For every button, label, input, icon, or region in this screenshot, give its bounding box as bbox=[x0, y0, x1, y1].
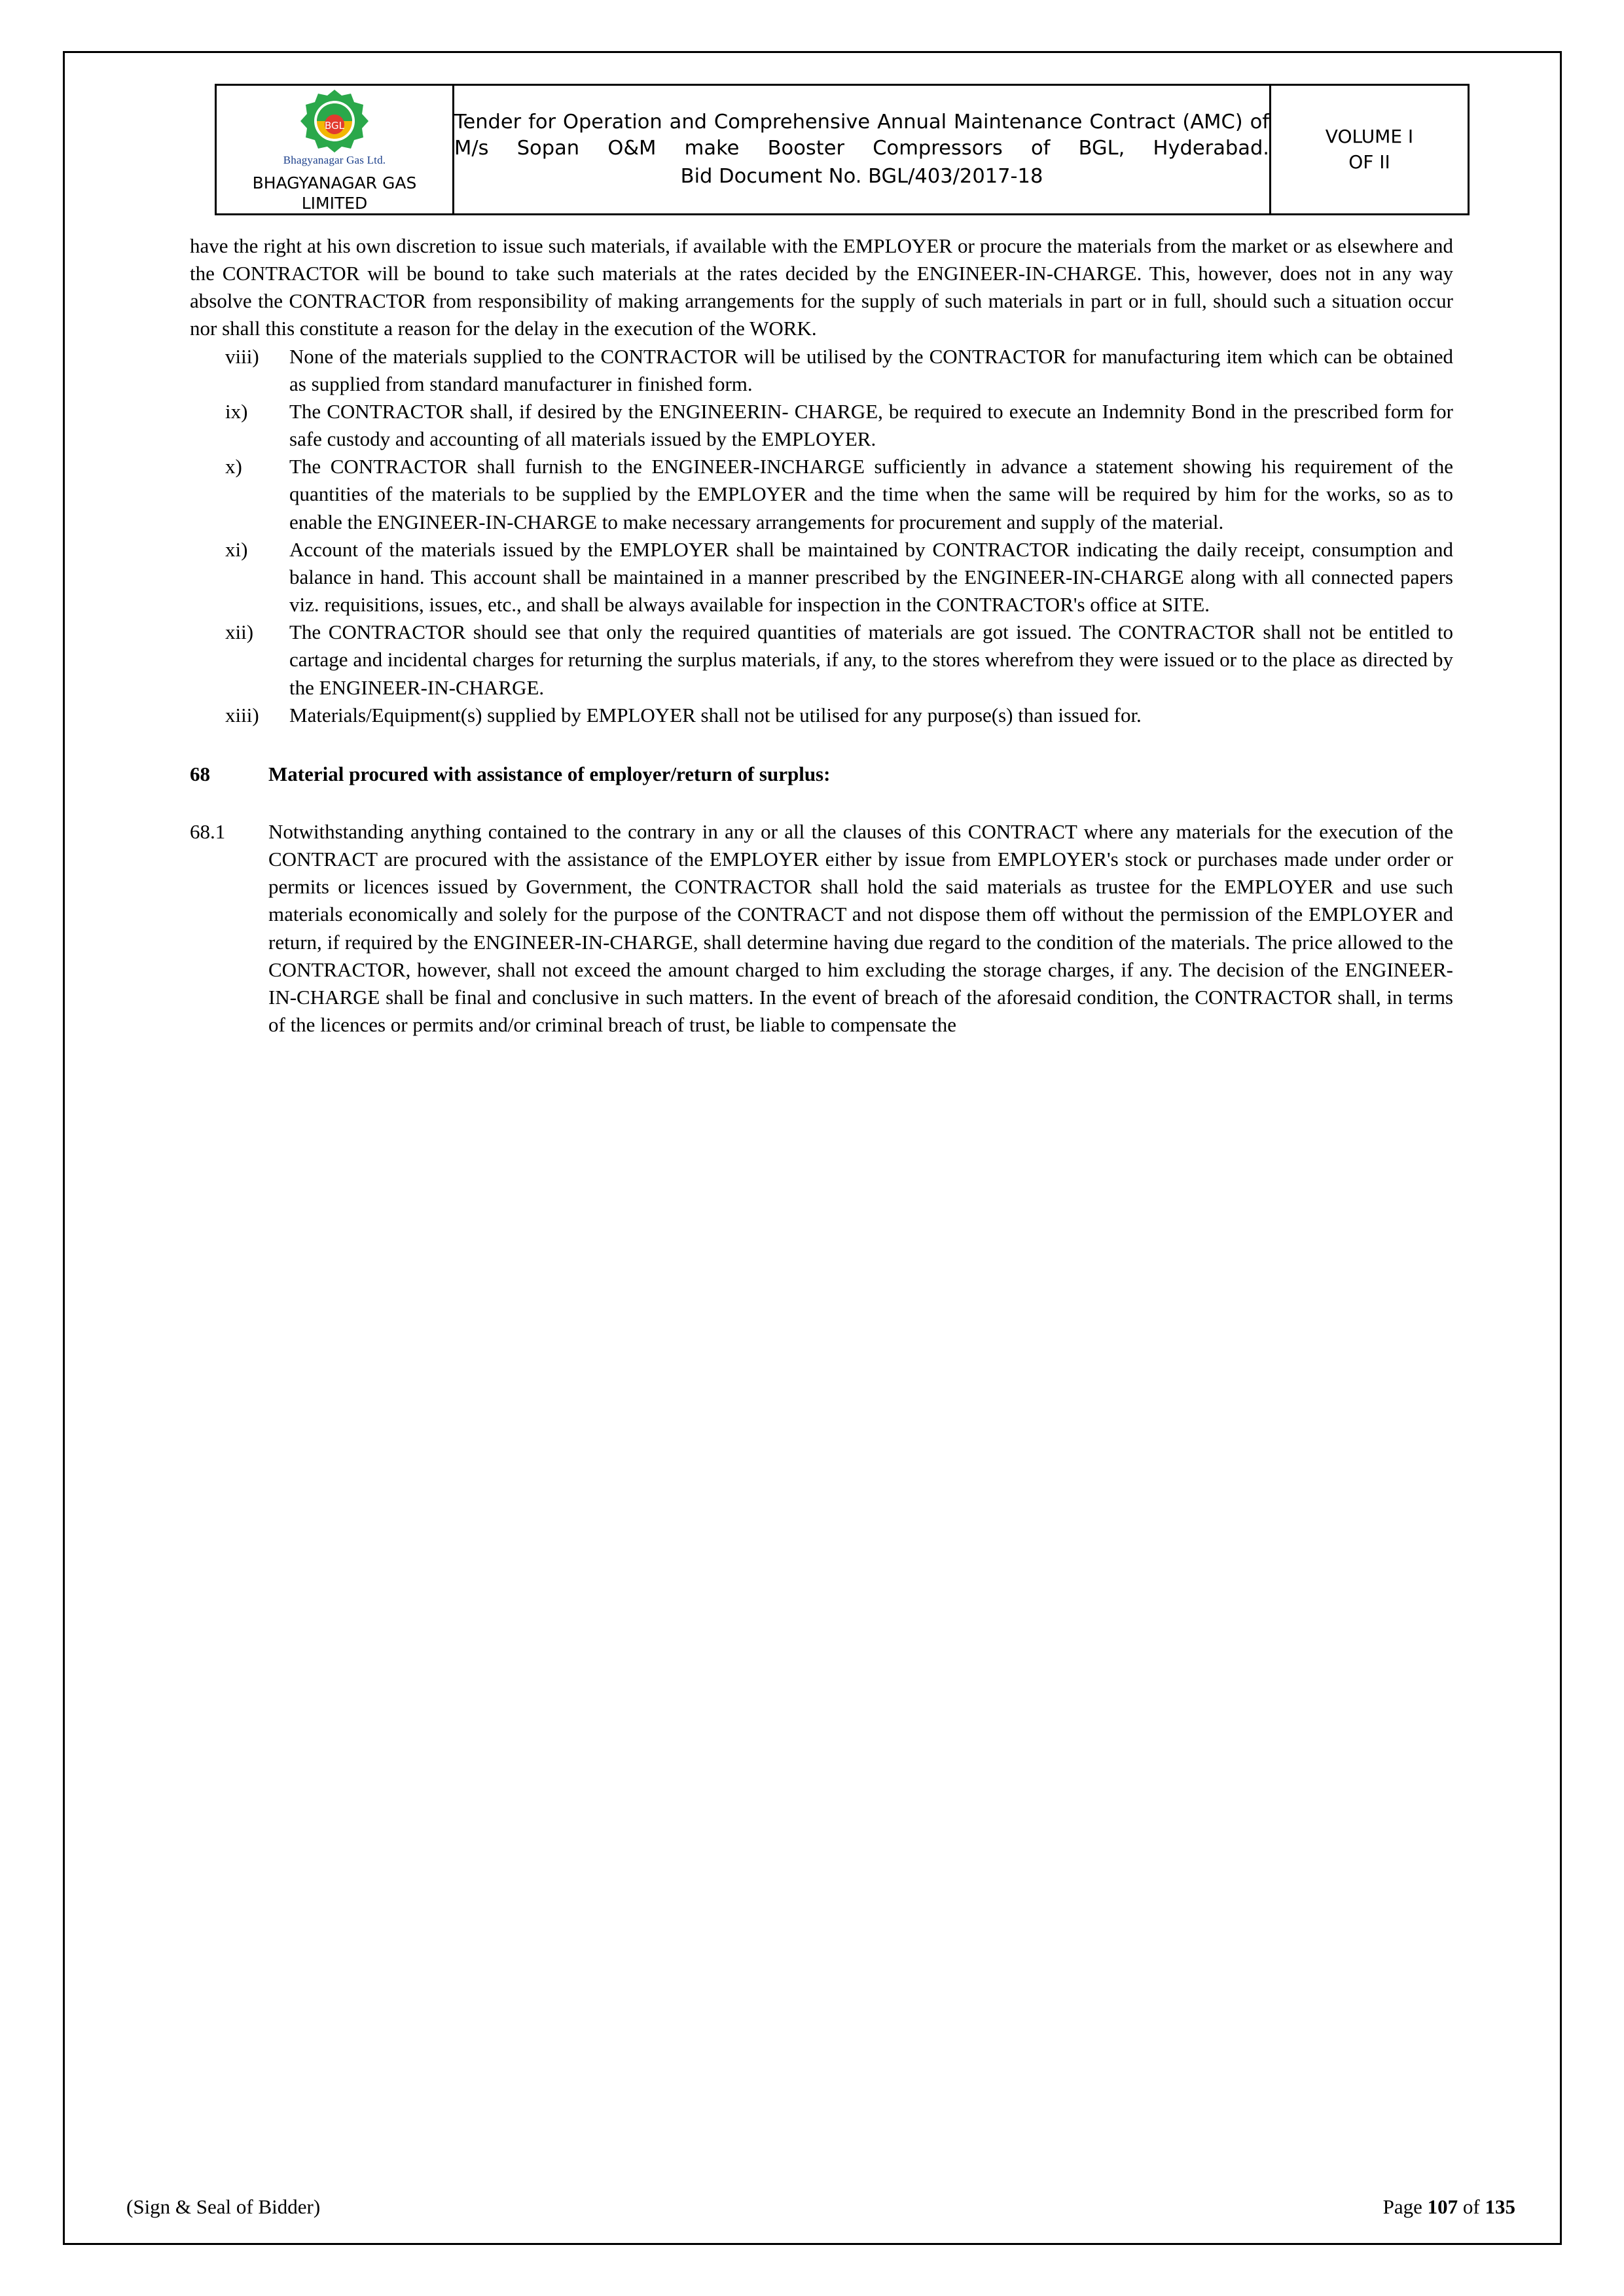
list-item-text: Materials/Equipment(s) supplied by EMPLOYER shall not be utilised for any purpose(s) than issued for. bbox=[289, 703, 1142, 726]
list-item bbox=[190, 536, 1453, 619]
header-bid-document-no: Bid Document No. BGL/403/2017-18 bbox=[680, 164, 1043, 188]
clause-text: Notwithstanding anything contained to the contrary in any or all the clauses of this CONTRACT where any materials for the execution of the CONTRACT are procured with the assistance of the EMPLOYER either by issue from EMPLOYER's stock or purchases made under order or permits or licences issued by Government, the CONTRACTOR shall hold the said materials as trustee for the EMPLOYER and use such materials economically and solely for the purpose of the CONTRACT and not dispose them off without the permission of the EMPLOYER and return, if required by the ENGINEER-IN-CHARGE, shall determine having due regard to the condition of the materials. The price allowed to the CONTRACTOR, however, shall not exceed the amount charged to him excluding the storage charges, if any. The decision of the ENGINEER-IN-CHARGE shall be final and conclusive in such matters. In the event of breach of the aforesaid condition, the CONTRACTOR shall, in terms of the licences or permits and/or criminal breach of trust, be liable to compensate the bbox=[268, 819, 1453, 1037]
list-item bbox=[190, 702, 1453, 729]
section-number: 68 bbox=[190, 762, 210, 785]
page-footer bbox=[126, 2195, 1515, 2219]
clause-68-1 bbox=[190, 818, 1453, 1039]
list-item-marker: xi) bbox=[225, 537, 248, 561]
header-volume-cell bbox=[1271, 85, 1469, 215]
document-header-table bbox=[215, 84, 1470, 215]
list-item-text: None of the materials supplied to the CONTRACTOR will be utilised by the CONTRACTOR for manufacturing item which can be obtained as supplied from standard manufacturer in finished form. bbox=[289, 344, 1453, 395]
section-heading bbox=[190, 761, 1453, 788]
bgl-gear-icon bbox=[295, 87, 374, 155]
footer-of-word: of bbox=[1462, 2195, 1480, 2218]
list-item-text: The CONTRACTOR shall furnish to the ENGINEER-INCHARGE sufficiently in advance a statement showing his requirement of the quantities of the materials to be supplied by the EMPLOYER and the time when the same will be required by him for the works, so as to enable the ENGINEER-IN-CHARGE to make necessary arrangements for procurement and supply of the material. bbox=[289, 455, 1453, 533]
footer-page-info bbox=[1383, 2195, 1515, 2219]
footer-page-word: Page bbox=[1382, 2195, 1422, 2218]
svg-text:BGL: BGL bbox=[324, 120, 345, 132]
list-item-text: The CONTRACTOR shall, if desired by the ENGINEERIN- CHARGE, be required to execute an Indemnity Bond in the prescribed form for safe custody and accounting of all materials issued by the EMPLOYER. bbox=[289, 399, 1453, 451]
list-item-marker: ix) bbox=[225, 399, 248, 423]
continued-paragraph: have the right at his own discretion to issue such materials, if available with the EMPLOYER or procure the materials from the market or as elsewhere and the CONTRACTOR will be bound to take such materials at the rates decided by the ENGINEER-IN-CHARGE. This, however, does not in any way absolve the CONTRACTOR from responsibility of making arrangements for the supply of such materials in part or in full, should such a situation occur nor shall this constitute a reason for the delay in the execution of the WORK. bbox=[190, 234, 1453, 340]
header-volume-line2: OF II bbox=[1348, 151, 1390, 173]
header-title-line3: make Booster Compressors of BGL, Hyderabad. bbox=[684, 137, 1269, 160]
header-title bbox=[454, 109, 1269, 190]
header-title-line1: Tender for Operation and Comprehensive Annual bbox=[454, 110, 947, 134]
list-item bbox=[190, 398, 1453, 453]
footer-signature-label: (Sign & Seal of Bidder) bbox=[126, 2195, 321, 2218]
body-area bbox=[190, 232, 1453, 1039]
header-title-line2: Maintenance Contract (AMC) of M/s Sopan O&M bbox=[454, 110, 1269, 160]
list-item bbox=[190, 343, 1453, 398]
list-item-marker: xii) bbox=[225, 620, 254, 644]
section-title: Material procured with assistance of employer/return of surplus: bbox=[268, 762, 831, 785]
logo-company-line1: BHAGYANAGAR GAS bbox=[252, 173, 417, 192]
page-content bbox=[190, 84, 1453, 1039]
logo-cell bbox=[216, 85, 454, 215]
list-item bbox=[190, 453, 1453, 535]
list-item-text: Account of the materials issued by the EMPLOYER shall be maintained by CONTRACTOR indicating the daily receipt, consumption and balance in hand. This account shall be maintained in a manner prescribed by the ENGINEER-IN-CHARGE along with all connected papers viz. requisitions, issues, etc., and shall be always available for inspection in the CONTRACTOR's office at SITE. bbox=[289, 537, 1453, 617]
list-item-marker: xiii) bbox=[225, 703, 259, 726]
logo-tagline: Bhagyanagar Gas Ltd. bbox=[283, 154, 386, 166]
list-item-text: The CONTRACTOR should see that only the required quantities of materials are got issued. The CONTRACTOR shall not be entitled to cartage and incidental charges for returning the surplus materials, if any, to the stores wherefrom they were issued or to the place as directed by the ENGINEER-IN-CHARGE. bbox=[289, 620, 1453, 699]
logo-company-line2: LIMITED bbox=[301, 193, 368, 213]
logo-company-name bbox=[217, 173, 452, 213]
footer-page-number: 107 bbox=[1427, 2195, 1458, 2218]
list-item-marker: x) bbox=[225, 455, 242, 478]
footer-total-pages: 135 bbox=[1485, 2195, 1515, 2218]
list-item-marker: viii) bbox=[225, 344, 259, 368]
header-volume-line1: VOLUME I bbox=[1325, 125, 1414, 147]
header-title-cell bbox=[454, 85, 1271, 215]
list-item bbox=[190, 619, 1453, 701]
clause-number: 68.1 bbox=[190, 819, 226, 843]
header-volume bbox=[1271, 124, 1468, 175]
